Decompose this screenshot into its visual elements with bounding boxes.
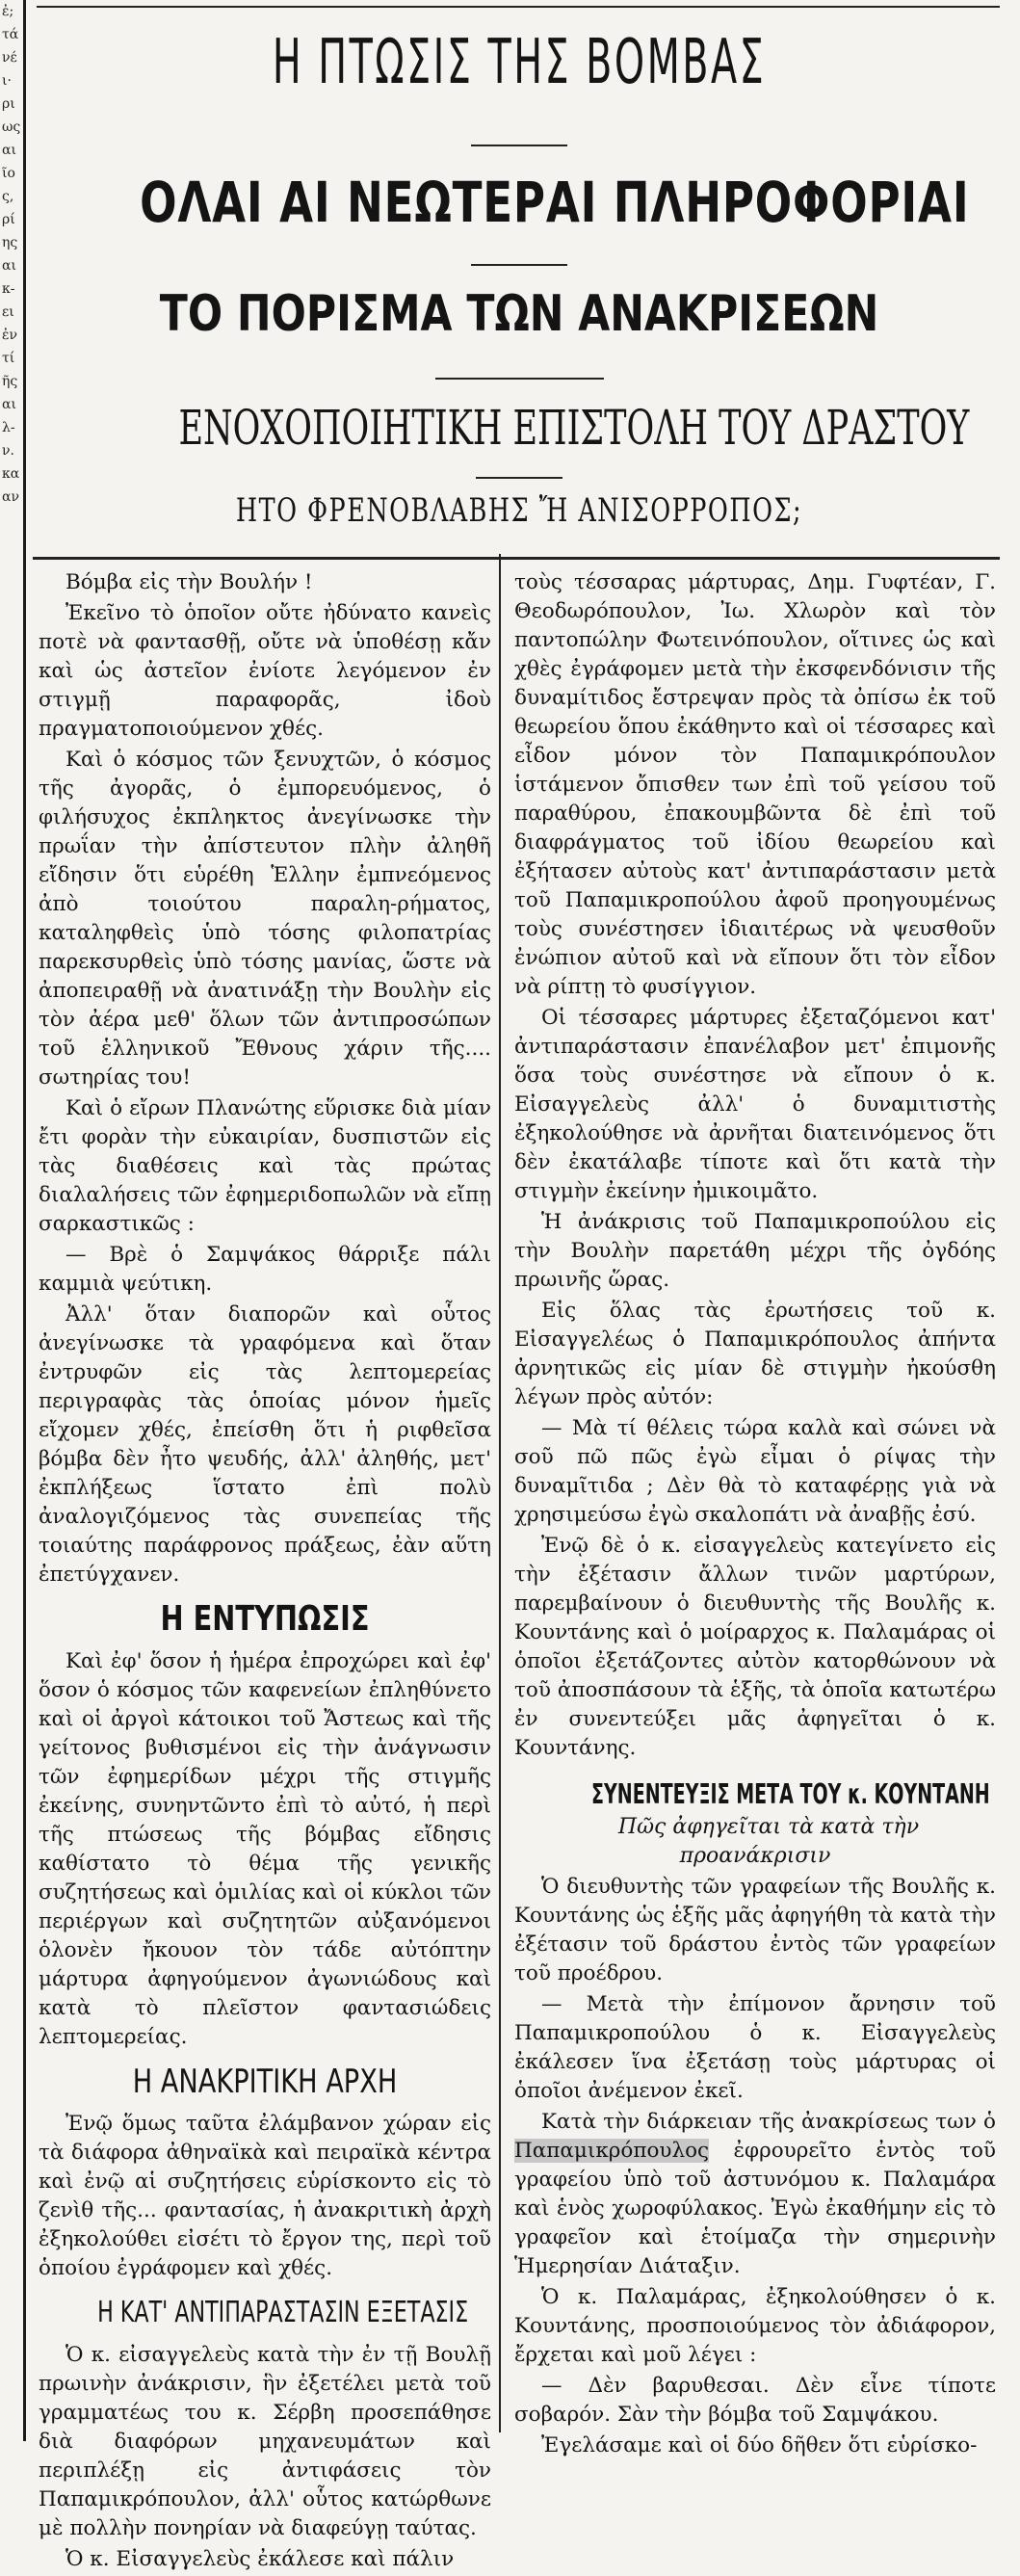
margin-fragment: ς, — [2, 189, 14, 204]
margin-fragment: αι — [2, 397, 16, 412]
subheading-interview: ΣΥΝΕΝΤΕΥΞΙΣ ΜΕΤΑ ΤΟΥ κ. ΚΟΥΝΤΑΝΗ — [591, 1778, 990, 1810]
right-column — [514, 568, 996, 2462]
paragraph: Ὁ κ. εἰσαγγελεὺς κατὰ τὴν ἐν τῇ Βουλῇ πρωινὴν ἀνάκρισιν, ἣν ἐξετέλει μετὰ τοῦ γραμματέως του κ. Σέρβη προσεπάθησε διὰ διαφόρων μηχανευμάτων καὶ περιπλέξῃ εἰς ἀντιφάσεις τὸν Παπαμικρόπουλον, ἀλλ' οὗτος κατώρθωνε μὲ πολλὴν πονηρίαν νὰ διαφεύγῃ ταύτας. — [39, 2343, 491, 2540]
margin-fragment: ει — [2, 304, 14, 320]
fifth-headline: ΗΤΟ ΦΡΕΝΟΒΛΑΒΗΣ Ἤ ΑΝΙΣΟΡΡΟΠΟΣ; — [235, 491, 803, 530]
paragraph: Βόμβα εἰς τὴν Βουλήν ! — [65, 570, 313, 594]
margin-fragment: αι — [2, 258, 16, 274]
margin-fragment: ρι — [2, 96, 15, 112]
paragraph: Οἱ τέσσαρες μάρτυρες ἐξεταζόμενοι κατ' ἀντιπαράστασιν ἐπανέλαβον μετ' ἐπιμονῆς ὅσα τοὺς συνέστησε νὰ εἴπουν ὁ κ. Εἰσαγγελεὺς ἀλλ' ὁ δυναμιτιστὴς ἐξηκολούθησε νὰ ἀρνῆται διατεινόμενος ὅτι δὲν ἐκατάλαβε τίποτε καὶ ὅτι κατὰ τὴν στιγμὴν ἐκείνην ἠμικοιμᾶτο. — [514, 1006, 996, 1203]
paragraph: Καὶ ὁ εἴρων Πλανώτης εὕρισκε διὰ μίαν ἔτι φορὰν τὴν εὐκαιρίαν, δυσπιστῶν εἰς τὰς διαθέσεις καὶ τὰς πρώτας διαλαλήσεις τῶν ἐφημεριδοπωλῶν νὰ εἴπῃ σαρκαστικῶς : — [39, 1096, 491, 1236]
paragraph: Εἰς ὅλας τὰς ἐρωτήσεις τοῦ κ. Εἰσαγγελέως ὁ Παπαμικρόπουλος ἀπήντα ἀρνητικῶς εἰς μίαν δὲ στιγμὴν ἠκούσθη λέγων πρὸς αὐτόν: — [514, 1299, 996, 1409]
subheading-investigating-authority: Η ΑΝΑΚΡΙΤΙΚΗ ΑΡΧΗ — [132, 2063, 398, 2101]
margin-fragment: τί — [2, 351, 15, 366]
margin-fragment: ι· — [2, 73, 12, 89]
margin-fragment: τά — [2, 27, 19, 42]
margin-fragment: ῆς — [2, 374, 18, 389]
paragraph: Ἐκεῖνο τὸ ὁποῖον οὔτε ἠδύνατο κανεὶς ποτὲ νὰ φαντασθῇ, οὔτε νὰ ὑποθέσῃ κἄν καὶ ὡς ἀστεῖον ἐνίοτε λεγόμενον ἐν στιγμῇ παραφορᾶς, ἰδοὺ πραγματοποιούμενον χθές. — [39, 601, 491, 741]
second-headline: ΟΛΑΙ ΑΙ ΝΕΩΤΕΡΑΙ ΠΛΗΡΟΦΟΡΙΑΙ — [140, 170, 970, 235]
paragraph: Ἀλλ' ὅταν διαπορῶν καὶ οὗτος ἀνεγίνωσκε τὰ γραφόμενα καὶ ὅταν ἐντρυφῶν εἰς τὰς λεπτομερείας περιγραφὰς τὰς ὁποίας μόνον ἡμεῖς εἴχομεν χθές, ἐπείσθη ὅτι ἡ ριφθεῖσα βόμβα δὲν ἦτο ψευδής, ἀλλ' ἀληθής, μετ' ἐκπλήξεως ἵστατο ἐπὶ πολὺ ἀναλογιζόμενος τὰς συνεπείας τῆς τοιαύτης παράφρονος πράξεως, ἐὰν αὕτη ἐπετύγχανεν. — [39, 1302, 491, 1587]
paragraph: Ὁ κ. Εἰσαγγελεὺς ἐκάλεσε καὶ πάλιν — [65, 2547, 455, 2571]
margin-fragment: ρί — [2, 212, 15, 227]
subheading-confrontation: Η ΚΑΤ' ΑΝΤΙΠΑΡΑΣΤΑΣΙΝ ΕΞΕΤΑΣΙΣ — [97, 2296, 469, 2329]
fourth-headline: ΕΝΟΧΟΠΟΙΗΤΙΚΗ ΕΠΙΣΤΟΛΗ ΤΟΥ ΔΡΑΣΤΟΥ — [178, 400, 970, 456]
headline-bottom-rule — [33, 557, 1000, 560]
paragraph: Ὁ διευθυντὴς τῶν γραφείων τῆς Βουλῆς κ. Κουντάνης ὡς ἑξῆς μᾶς ἀφηγήθη τὰ κατὰ τὴν ἐξέτασιν τοῦ δράστου ἐντὸς τῶν γραφείων τοῦ προέδρου. — [514, 1875, 996, 1985]
divider — [471, 264, 567, 266]
margin-fragment: λ- — [2, 420, 15, 435]
margin-fragment: κα — [2, 466, 20, 482]
margin-fragment: αν — [2, 489, 19, 505]
highlighted-name: Παπαμικρόπουλος — [514, 2139, 710, 2163]
paragraph: Ἐνῷ ὅμως ταῦτα ἐλάμβανον χώραν εἰς τὰ διάφορα ἀθηναϊκὰ καὶ πειραϊκὰ κέντρα καὶ ἐνῷ αἱ συζητήσεις εὑρίσκοντο εἰς τὸ ζενὶθ τῆς... φαντασίας, ἡ ἀνακριτικὴ ἀρχὴ ἐξηκολούθει εἰσέτι τὸ ἔργον της, περὶ τοῦ ὁποίου ἐγράφομεν καὶ χθές. — [39, 2112, 491, 2280]
paragraph: Καὶ ἐφ' ὅσον ἡ ἡμέρα ἐπροχώρει καὶ ἐφ' ὅσον ὁ κόσμος τῶν καφενείων ἐπληθύνετο καὶ οἱ ἀργοὶ κάτοικοι τοῦ Ἄστεως καὶ τῆς γείτονος βυθισμένοι εἰς τὴν ἀνάγνωσιν τῶν ἐφημερίδων μέχρι τῆς στιγμῆς ἐκείνης, συνηντῶντο ἐπὶ τὸ αὐτό, ἡ περὶ τῆς πτώσεως τῆς βόμβας εἴδησις καθίστατο τὸ θέμα τῆς γενικῆς συζητήσεως καὶ ὁμιλίας καὶ οἱ κύκλοι τῶν περιέργων καὶ συζητητῶν αὐξανόμενοι ὁλονὲν ἤκουον τὸν τάδε αὐτόπτην μάρτυρα ἀφηγούμενον ἀγωνιώδους καὶ κατὰ τὸ πλεῖστον φαντασιώδεις λεπτομερείας. — [39, 1649, 491, 2049]
paragraph: — Μετὰ τὴν ἐπίμονον ἄρνησιν τοῦ Παπαμικροπούλου ὁ κ. Εἰσαγγελεὺς ἐκάλεσεν ἵνα ἐξετάσῃ τοὺς μάρτυρας οἱ ὁποῖοι ἀνέμενον ἐκεῖ. — [514, 1992, 996, 2103]
divider — [471, 145, 567, 146]
top-rule — [37, 6, 1000, 8]
newspaper-article — [33, 0, 1006, 2571]
margin-fragment: ως — [2, 119, 21, 135]
paragraph: — Βρὲ ὁ Σαμψάκος θάρριξε πάλι καμμιὰ ψεύτικη. — [39, 1243, 491, 1296]
paragraph: Ὁ κ. Παλαμάρας, ἐξηκολούθησεν ὁ κ. Κουντάνης, προσποιούμενος τὸν ἀδιάφορον, ἔρχεται καὶ μοῦ λέγει : — [514, 2285, 996, 2367]
margin-fragment: κ- — [2, 281, 15, 297]
margin-fragment: ῖο — [2, 166, 15, 181]
adjacent-column-fragment — [0, 0, 26, 2441]
main-headline: Η ΠΤΩΣΙΣ ΤΗΣ ΒΟΜΒΑΣ — [272, 27, 767, 98]
interview-lead: Πῶς ἀφηγεῖται τὰ κατὰ τὴν προανάκρισιν — [617, 1815, 920, 1868]
margin-fragment: ης — [2, 235, 18, 250]
left-column — [39, 568, 491, 2576]
text-run: ἐφρουρεῖτο ἐντὸς τοῦ γραφείου ὑπὸ τοῦ ἀστυνόμου κ. Παλαμάρα καὶ ἑνὸς χωροφύλακος. Ἐγὼ ἐκαθήμην εἰς τὸ γραφεῖον καὶ ἑτοίμαζα τὴν σημερινὴν Ἡμερησίαν Διάταξιν. — [514, 2139, 996, 2278]
column-divider — [499, 554, 501, 2432]
margin-fragment: νέ — [2, 50, 17, 66]
margin-fragment: ἐ; — [2, 4, 14, 19]
paragraph: — Δὲν βαρυθεσαι. Δὲν εἶνε τίποτε σοβαρόν. Σὰν τὴν βόμβα τοῦ Σαμψάκου. — [514, 2374, 996, 2427]
margin-fragment: ν. — [2, 443, 14, 459]
paragraph: Καὶ ὁ κόσμος τῶν ξενυχτῶν, ὁ κόσμος τῆς ἀγορᾶς, ὁ ἐμπορευόμενος, ὁ φιλήσυχος ἐκπληκτος ἀνεγίνωσκε τὴν πρωΐαν τὴν ἀπίστευτον πλὴν ἀληθῆ εἴδησιν ὅτι εὑρέθη Ἑλλην ἐμπνεόμενος ἀπὸ τοιούτου παραλη-ρήματος, καταληφθεὶς ὑπὸ τόσης φιλοπατρίας παρεκσυρθεὶς ὑπὸ τόσης μανίας, ὥστε νὰ ἀποπειραθῇ νὰ ἀνατινάξῃ τὴν Βουλὴν εἰς τὸν ἀέρα μεθ' ὅλων τῶν ἀντιπροσώπων τοῦ ἑλληνικοῦ Ἔθνους χάριν τῆς.... σωτηρίας του! — [39, 748, 491, 1090]
text-run: Κατὰ τὴν διάρκειαν τῆς ἀνακρίσεως των ὁ — [541, 2110, 996, 2134]
paragraph — [514, 2108, 996, 2281]
third-headline: ΤΟ ΠΟΡΙΣΜΑ ΤΩΝ ΑΝΑΚΡΙΣΕΩΝ — [159, 285, 879, 343]
paragraph: — Μὰ τί θέλεις τώρα καλὰ καὶ σώνει νὰ σοῦ πῶ πῶς ἐγὼ εἶμαι ὁ ρίψας τὴν δυναμῖτιδα ; Δὲν θὰ τὸ καταφέρῃς γιὰ νὰ χρησιμεύσω ἐγὼ σκαλοπάτι νὰ ἀναβῇς ἐσύ. — [514, 1416, 996, 1527]
paragraph: Ἐγελάσαμε καὶ οἱ δύο δῆθεν ὅτι εὑρίσκο- — [541, 2433, 978, 2458]
subheading-impression: Η ΕΝΤΥΠΩΣΙΣ — [160, 1599, 370, 1639]
divider — [476, 477, 562, 479]
paragraph: τοὺς τέσσαρας μάρτυρας, Δημ. Γυφτέαν, Γ. Θεοδωρόπουλον, Ἰω. Χλωρὸν καὶ τὸν παντοπώλην Φωτεινόπουλον, οἵτινες ὡς καὶ χθὲς ἐγράφομεν μετὰ τὴν ἐκσφενδόνισιν τῆς δυναμίτιδος ἔστρεψαν πρὸς τὰ ὀπίσω ἐκ τοῦ θεωρείου ὅπου ἐκάθηντο καὶ οἱ τέσσαρες καὶ εἶδον μόνον τὸν Παπαμικρόπουλον ἱστάμενον ὄπισθεν των ἐπὶ τοῦ γείσου τοῦ παραθύρου, ἐπακουμβῶντα δὲ ἐπὶ τοῦ διαφράγματος τοῦ ἰδίου θεωρείου καὶ ἐξήτασεν αὐτοὺς κατ' ἀντιπαράστασιν μετὰ τοῦ Παπαμικροπούλου ἀφοῦ προηγουμένως τοὺς συνέστησεν ἰδιαιτέρως νὰ ψευσθοῦν ἐνώπιον αὐτοῦ καὶ νὰ εἴπουν ὅτι τὸν εἶδον νὰ ρίπτῃ τὸ φυσίγγιον. — [514, 570, 996, 999]
margin-fragment: αι — [2, 143, 16, 158]
divider — [435, 378, 604, 380]
paragraph: Ἡ ἀνάκρισις τοῦ Παπαμικροπούλου εἰς τὴν Βουλὴν παρετάθη μέχρι τῆς ὀγδόης πρωινῆς ὥρας. — [514, 1210, 996, 1292]
margin-fragment: ἐν — [2, 328, 18, 343]
paragraph: Ἐνῷ δὲ ὁ κ. εἰσαγγελεὺς κατεγίνετο εἰς τὴν ἐξέτασιν ἄλλων τινῶν μαρτύρων, παρεμβαίνουν ὁ διευθυντὴς τῆς Βουλῆς κ. Κουντάνης καὶ ὁ μοίραρχος κ. Παλαμάρας οἱ ὁποῖοι ἐξετάζοντες αὐτὸν κατορθώνουν νὰ τοῦ ἀποσπάσουν τὰ ἑξῆς, τὰ ὁποῖα κατωτέρω ἐν συνεντεύξει μᾶς ἀφηγεῖται ὁ κ. Κουντάνης. — [514, 1534, 996, 1760]
